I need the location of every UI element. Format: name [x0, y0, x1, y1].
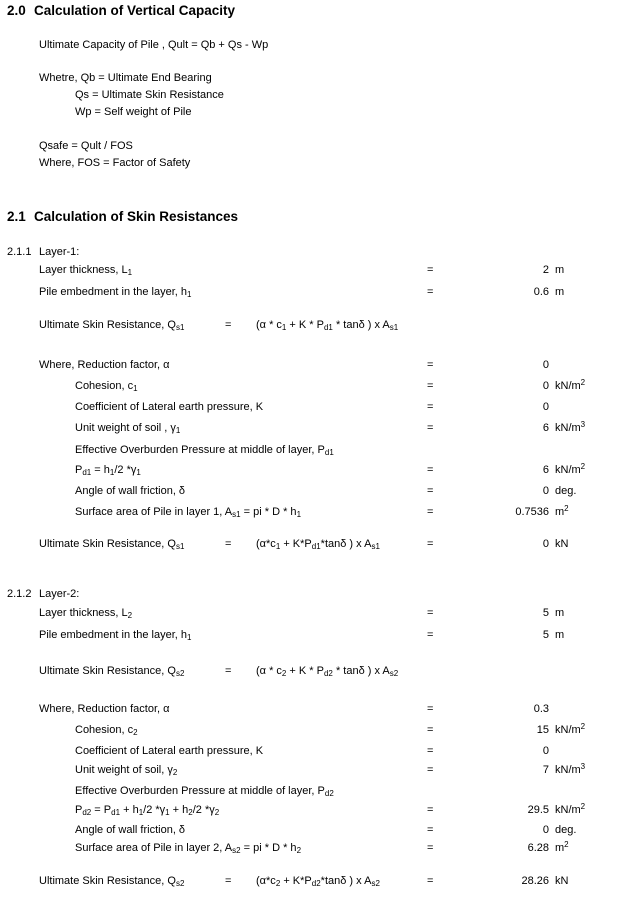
- equals-sign: =: [427, 422, 434, 434]
- line-text: Qsafe = Qult / FOS: [39, 140, 133, 152]
- row-value: 0.7536: [515, 506, 549, 518]
- row-label: $P_{d2} = P_{d1} + h_1/2$ $*\gamma_1 + h_2/2$ $*\gamma_2$: [75, 804, 220, 817]
- row-label: Surface area of Pile in layer 1, $A_{s1}$ = pi * D * $h_1$: [75, 506, 302, 519]
- equals-sign: =: [427, 464, 434, 476]
- row-value: 5: [542, 629, 549, 641]
- equals-sign: =: [427, 286, 434, 298]
- row-layer2-overburden-pressure: [0, 784, 638, 799]
- equals-sign: =: [427, 745, 434, 757]
- equals-sign: =: [427, 264, 434, 276]
- row-layer1-pd1-formula: [0, 463, 638, 478]
- line-ultimate-capacity-formula: [0, 38, 638, 53]
- section-number: 2.0: [7, 3, 26, 18]
- equals-sign: =: [225, 538, 232, 550]
- row-unit: kN: [555, 538, 569, 550]
- row-label: Ultimate Skin Resistance, $Q_{s2}$: [39, 665, 185, 678]
- row-layer1-wall-friction: [0, 484, 638, 499]
- row-label: Effective Overburden Pressure at middle of layer, $P_{d2}$: [75, 785, 334, 798]
- equals-sign: =: [427, 875, 434, 887]
- row-layer2-surface-area: [0, 841, 638, 856]
- row-value: 0.6: [533, 286, 549, 298]
- row-unit: $kN/m^2$: [555, 378, 586, 392]
- row-layer1-lateral-earth-pressure: [0, 400, 638, 415]
- row-value: 0: [542, 380, 549, 392]
- subsection-number: 2.1.2: [7, 588, 32, 600]
- equals-sign: =: [427, 824, 434, 836]
- equals-sign: =: [427, 607, 434, 619]
- line-text: Where, FOS = Factor of Safety: [39, 157, 191, 169]
- subsection-title: Layer-1:: [39, 246, 80, 258]
- row-label: Coefficient of Lateral earth pressure, K: [75, 401, 264, 413]
- row-value: 15: [536, 724, 549, 736]
- row-unit: $kN/m^3$: [555, 762, 586, 776]
- row-layer2-skin-resistance-result: [0, 874, 638, 889]
- row-value: 28.26: [521, 875, 549, 887]
- row-layer1-surface-area: [0, 505, 638, 520]
- row-label: Pile embedment in the layer, $h_1$: [39, 629, 192, 642]
- row-unit: $kN/m^2$: [555, 722, 586, 736]
- row-value: 0.3: [533, 703, 549, 715]
- row-layer2-reduction-factor: [0, 702, 638, 717]
- row-layer2-cohesion: [0, 723, 638, 738]
- equals-sign: =: [427, 842, 434, 854]
- row-layer1-embedment: [0, 285, 638, 300]
- row-value: 0: [542, 538, 549, 550]
- row-label: Where, Reduction factor, α: [39, 703, 170, 715]
- row-label: Angle of wall friction, δ: [75, 824, 186, 836]
- row-label: Unit weight of soil, $\gamma_2$: [75, 764, 178, 777]
- row-layer1-reduction-factor: [0, 358, 638, 373]
- row-layer2-wall-friction: [0, 823, 638, 838]
- row-unit: $kN/m^2$: [555, 462, 586, 476]
- equals-sign: =: [427, 724, 434, 736]
- equals-sign: =: [427, 629, 434, 641]
- line-where-qb: [0, 71, 638, 86]
- row-label: Ultimate Skin Resistance, $Q_{s1}$: [39, 538, 185, 551]
- row-formula: ($\alpha*c_1 + K*P_{d1}*\tan\delta$ ) x $A_{s1}$: [256, 538, 380, 551]
- row-label: Surface area of Pile in layer 2, $A_{s2}$ = pi * D * $h_2$: [75, 842, 302, 855]
- line-text: Ultimate Capacity of Pile , Qult = Qb + Qs - Wp: [39, 39, 269, 51]
- equals-sign: =: [427, 506, 434, 518]
- line-wp-definition: [0, 105, 638, 120]
- section-2-0-heading: [0, 2, 638, 19]
- line-where-fos: [0, 156, 638, 171]
- row-value: 6: [542, 422, 549, 434]
- row-label: Layer thickness, $L_1$: [39, 264, 133, 277]
- subsection-layer2-title: [0, 587, 638, 602]
- row-value: 0: [542, 824, 549, 836]
- equals-sign: =: [225, 875, 232, 887]
- row-layer2-embedment: [0, 628, 638, 643]
- row-value: 6: [542, 464, 549, 476]
- row-layer1-thickness: [0, 263, 638, 278]
- row-formula: ($\alpha*c_2 + K*P_{d2}*\tan\delta$ ) x $A_{s2}$: [256, 875, 380, 888]
- row-unit: $kN/m^3$: [555, 420, 586, 434]
- row-value: 0: [542, 359, 549, 371]
- row-formula: ($\alpha * c_1 + K * P_{d1} * \tan\delta$ ) x $A_{s1}$: [256, 319, 399, 332]
- row-unit: m: [555, 607, 565, 619]
- row-unit: $m^2$: [555, 504, 569, 518]
- row-value: 0: [542, 401, 549, 413]
- row-unit: $m^2$: [555, 840, 569, 854]
- equals-sign: =: [427, 703, 434, 715]
- section-title: Calculation of Skin Resistances: [34, 209, 239, 224]
- line-text: Whetre, Qb = Ultimate End Bearing: [39, 72, 212, 84]
- line-qsafe-formula: [0, 139, 638, 154]
- line-text: Wp = Self weight of Pile: [75, 106, 192, 118]
- subsection-title: Layer-2:: [39, 588, 80, 600]
- row-label: Ultimate Skin Resistance, $Q_{s2}$: [39, 875, 185, 888]
- row-value: 7: [542, 764, 549, 776]
- subsection-number: 2.1.1: [7, 246, 32, 258]
- row-layer1-overburden-pressure: [0, 443, 638, 458]
- row-layer2-thickness: [0, 606, 638, 621]
- row-label: Where, Reduction factor, α: [39, 359, 170, 371]
- row-unit: m: [555, 286, 565, 298]
- row-label: Unit weight of soil , $\gamma_1$: [75, 422, 181, 435]
- row-label: Coefficient of Lateral earth pressure, K: [75, 745, 264, 757]
- row-unit: deg.: [555, 824, 577, 836]
- row-value: 0: [542, 485, 549, 497]
- row-layer2-pd2-formula: [0, 803, 638, 818]
- row-value: 2: [542, 264, 549, 276]
- line-text: Qs = Ultimate Skin Resistance: [75, 89, 224, 101]
- row-unit: m: [555, 629, 565, 641]
- row-value: 29.5: [527, 804, 549, 816]
- section-title: Calculation of Vertical Capacity: [34, 3, 236, 18]
- row-unit: kN: [555, 875, 569, 887]
- row-unit: $kN/m^2$: [555, 802, 586, 816]
- row-unit: deg.: [555, 485, 577, 497]
- row-label: $P_{d1} = h_1/2$ $*\gamma_1$: [75, 464, 141, 477]
- row-label: Layer thickness, $L_2$: [39, 607, 133, 620]
- equals-sign: =: [427, 485, 434, 497]
- equals-sign: =: [427, 804, 434, 816]
- equals-sign: =: [427, 359, 434, 371]
- equals-sign: =: [225, 319, 232, 331]
- section-number: 2.1: [7, 209, 26, 224]
- row-label: Pile embedment in the layer, $h_1$: [39, 286, 192, 299]
- row-layer1-skin-resistance-formula: [0, 318, 638, 333]
- row-value: 6.28: [527, 842, 549, 854]
- section-2-1-heading: [0, 208, 638, 225]
- row-layer1-cohesion: [0, 379, 638, 394]
- row-layer2-lateral-earth-pressure: [0, 744, 638, 759]
- equals-sign: =: [427, 401, 434, 413]
- equals-sign: =: [427, 380, 434, 392]
- row-layer2-skin-resistance-formula: [0, 664, 638, 679]
- row-formula: ($\alpha * c_2 + K * P_{d2} * \tan\delta$ ) x $A_{s2}$: [256, 665, 399, 678]
- row-value: 0: [542, 745, 549, 757]
- row-value: 5: [542, 607, 549, 619]
- row-layer1-unit-weight: [0, 421, 638, 436]
- row-label: Angle of wall friction, δ: [75, 485, 186, 497]
- row-unit: m: [555, 264, 565, 276]
- row-label: Cohesion, $c_1$: [75, 380, 138, 393]
- equals-sign: =: [427, 764, 434, 776]
- row-label: Effective Overburden Pressure at middle of layer, $P_{d1}$: [75, 444, 334, 457]
- equals-sign: =: [225, 665, 232, 677]
- equals-sign: =: [427, 538, 434, 550]
- row-layer1-skin-resistance-result: [0, 537, 638, 552]
- line-qs-definition: [0, 88, 638, 103]
- row-label: Cohesion, $c_2$: [75, 724, 138, 737]
- row-label: Ultimate Skin Resistance, $Q_{s1}$: [39, 319, 185, 332]
- subsection-layer1-title: [0, 245, 638, 260]
- row-layer2-unit-weight: [0, 763, 638, 778]
